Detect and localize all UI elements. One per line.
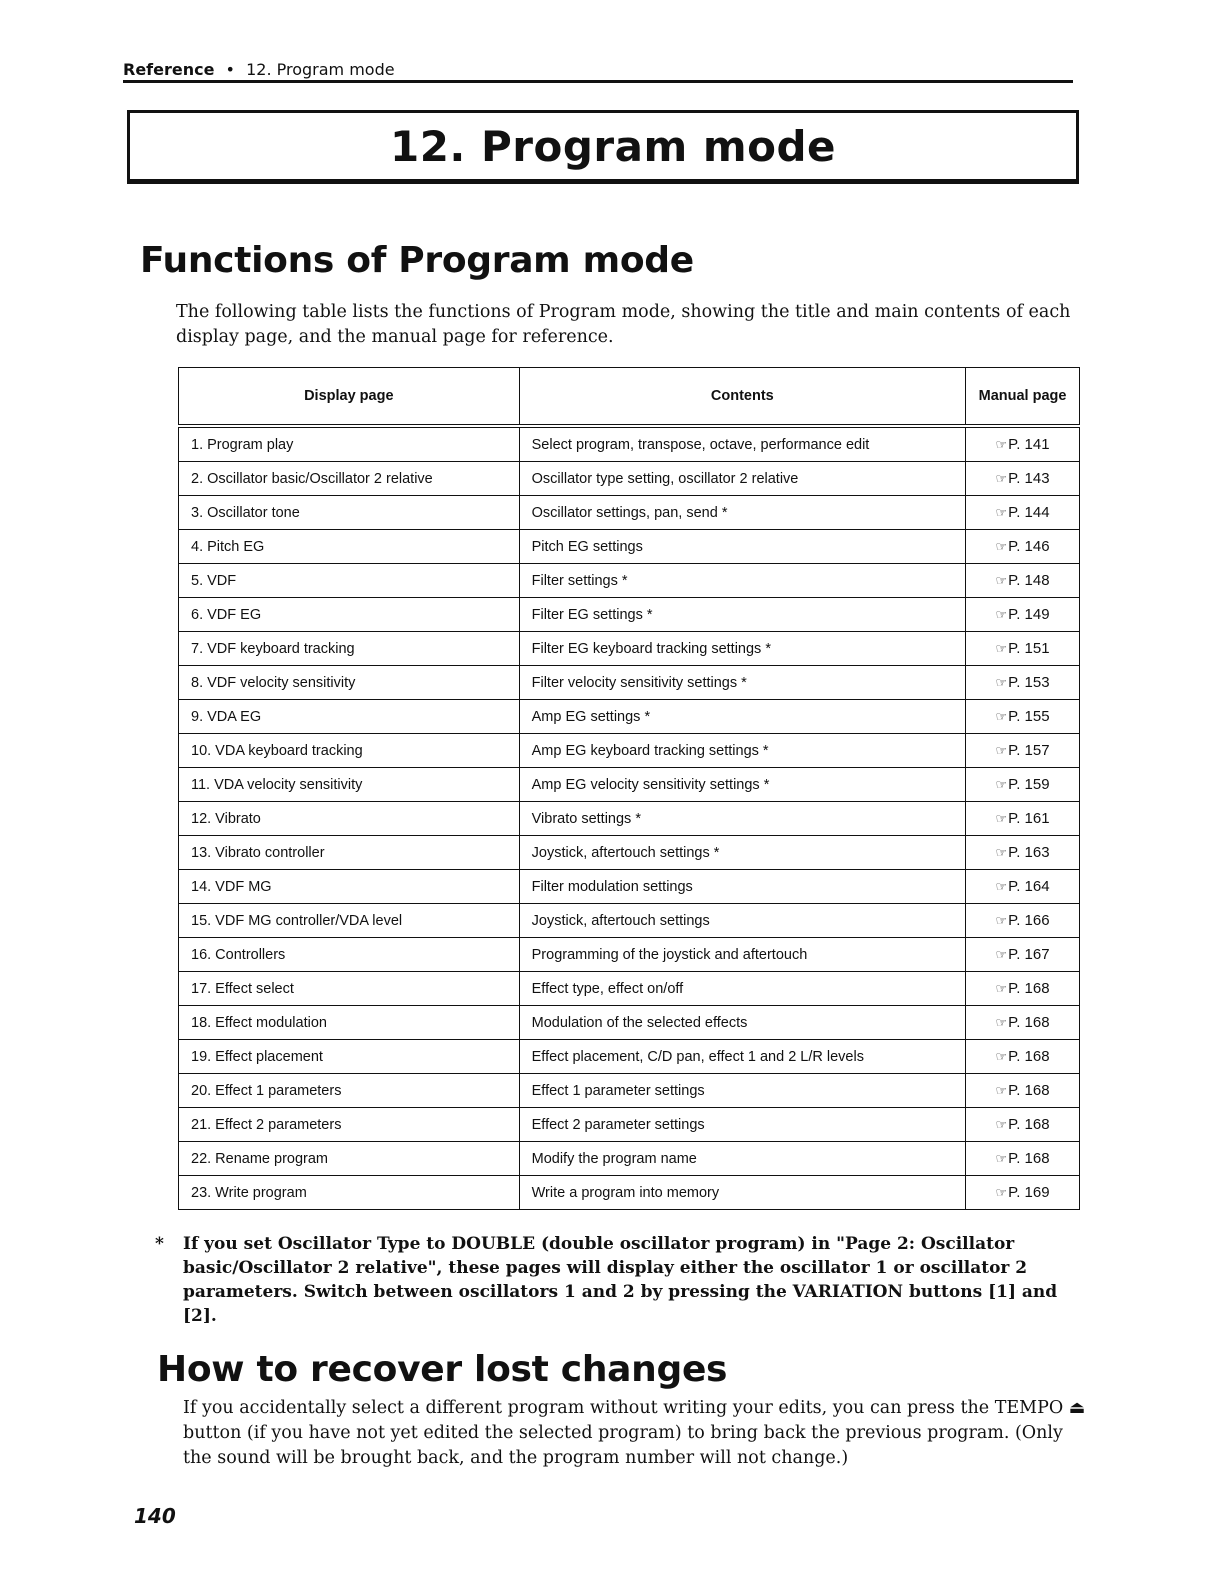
cell-contents: Filter EG settings * <box>519 598 965 632</box>
table-row <box>179 426 1080 462</box>
pointing-hand-icon: ☞ <box>995 709 1008 724</box>
cell-display-page: 22. Rename program <box>179 1142 520 1176</box>
cell-manual-page <box>966 1142 1080 1176</box>
column-header-display-page: Display page <box>179 368 520 427</box>
cell-manual-page <box>966 598 1080 632</box>
cell-manual-page <box>966 1040 1080 1074</box>
cell-contents: Filter velocity sensitivity settings * <box>519 666 965 700</box>
table-row <box>179 1074 1080 1108</box>
section-intro: The following table lists the functions of Program mode, showing the title and main contents of each display page, and the manual page for reference. <box>176 302 1071 347</box>
cell-contents: Filter settings * <box>519 564 965 598</box>
manual-page-ref: P. 166 <box>1008 912 1050 929</box>
table-row <box>179 700 1080 734</box>
cell-display-page: 18. Effect modulation <box>179 1006 520 1040</box>
cell-display-page: 21. Effect 2 parameters <box>179 1108 520 1142</box>
pointing-hand-icon: ☞ <box>995 505 1008 520</box>
manual-page-ref: P. 169 <box>1008 1184 1050 1201</box>
cell-contents: Oscillator type setting, oscillator 2 relative <box>519 462 965 496</box>
cell-contents: Amp EG keyboard tracking settings * <box>519 734 965 768</box>
table-row <box>179 496 1080 530</box>
manual-page-ref: P. 168 <box>1008 1082 1050 1099</box>
cell-manual-page <box>966 802 1080 836</box>
cell-manual-page <box>966 426 1080 462</box>
manual-page-ref: P. 168 <box>1008 1116 1050 1133</box>
cell-manual-page <box>966 904 1080 938</box>
table-row <box>179 530 1080 564</box>
cell-manual-page <box>966 700 1080 734</box>
cell-manual-page <box>966 870 1080 904</box>
manual-page-ref: P. 168 <box>1008 1048 1050 1065</box>
pointing-hand-icon: ☞ <box>995 845 1008 860</box>
table-row <box>179 1006 1080 1040</box>
manual-page-ref: P. 164 <box>1008 878 1050 895</box>
pointing-hand-icon: ☞ <box>995 1083 1008 1098</box>
cell-manual-page <box>966 734 1080 768</box>
cell-display-page: 7. VDF keyboard tracking <box>179 632 520 666</box>
running-header <box>123 60 1073 79</box>
manual-page-ref: P. 157 <box>1008 742 1050 759</box>
cell-manual-page <box>966 836 1080 870</box>
table-header-row <box>179 368 1080 427</box>
cell-contents: Modify the program name <box>519 1142 965 1176</box>
table-row <box>179 462 1080 496</box>
manual-page-ref: P. 159 <box>1008 776 1050 793</box>
cell-display-page: 15. VDF MG controller/VDA level <box>179 904 520 938</box>
cell-contents: Pitch EG settings <box>519 530 965 564</box>
section-heading-recover: How to recover lost changes <box>157 1349 728 1390</box>
cell-display-page: 14. VDF MG <box>179 870 520 904</box>
pointing-hand-icon: ☞ <box>995 743 1008 758</box>
header-chapter: 12. Program mode <box>246 60 395 79</box>
table-row <box>179 734 1080 768</box>
table-row <box>179 836 1080 870</box>
manual-page-ref: P. 167 <box>1008 946 1050 963</box>
cell-contents: Write a program into memory <box>519 1176 965 1210</box>
cell-contents: Effect 1 parameter settings <box>519 1074 965 1108</box>
manual-page-ref: P. 149 <box>1008 606 1050 623</box>
manual-page-ref: P. 144 <box>1008 504 1050 521</box>
manual-page-ref: P. 141 <box>1008 436 1050 453</box>
cell-manual-page <box>966 1176 1080 1210</box>
cell-manual-page <box>966 1108 1080 1142</box>
cell-display-page: 2. Oscillator basic/Oscillator 2 relative <box>179 462 520 496</box>
manual-page-ref: P. 168 <box>1008 1150 1050 1167</box>
chapter-title-box <box>127 110 1079 184</box>
table-row <box>179 904 1080 938</box>
page-number: 140 <box>134 1504 176 1528</box>
section-recover-body: If you accidentally select a different program without writing your edits, you can press the TEMPO ⏏ button (if you have not yet edited the selected program) to bring back the previous program. (Only the sound will be brought back, and the program number will not change.) <box>183 1398 1086 1468</box>
cell-manual-page <box>966 632 1080 666</box>
pointing-hand-icon: ☞ <box>995 1185 1008 1200</box>
cell-manual-page <box>966 972 1080 1006</box>
manual-page-ref: P. 168 <box>1008 980 1050 997</box>
cell-display-page: 12. Vibrato <box>179 802 520 836</box>
header-bullet: • <box>225 60 235 79</box>
manual-page-ref: P. 168 <box>1008 1014 1050 1031</box>
cell-contents: Amp EG settings * <box>519 700 965 734</box>
manual-page-ref: P. 148 <box>1008 572 1050 589</box>
pointing-hand-icon: ☞ <box>995 675 1008 690</box>
cell-display-page: 6. VDF EG <box>179 598 520 632</box>
cell-manual-page <box>966 564 1080 598</box>
manual-page-ref: P. 163 <box>1008 844 1050 861</box>
table-row <box>179 870 1080 904</box>
table-row <box>179 802 1080 836</box>
pointing-hand-icon: ☞ <box>995 607 1008 622</box>
pointing-hand-icon: ☞ <box>995 913 1008 928</box>
table-row <box>179 1142 1080 1176</box>
cell-display-page: 5. VDF <box>179 564 520 598</box>
cell-contents: Effect placement, C/D pan, effect 1 and 2 L/R levels <box>519 1040 965 1074</box>
section-heading-functions: Functions of Program mode <box>140 240 694 281</box>
cell-display-page: 13. Vibrato controller <box>179 836 520 870</box>
cell-manual-page <box>966 938 1080 972</box>
cell-display-page: 9. VDA EG <box>179 700 520 734</box>
manual-page-ref: P. 146 <box>1008 538 1050 555</box>
cell-contents: Joystick, aftertouch settings <box>519 904 965 938</box>
cell-contents: Select program, transpose, octave, performance edit <box>519 426 965 462</box>
pointing-hand-icon: ☞ <box>995 981 1008 996</box>
table-row <box>179 972 1080 1006</box>
cell-display-page: 1. Program play <box>179 426 520 462</box>
cell-contents: Vibrato settings * <box>519 802 965 836</box>
table-row <box>179 666 1080 700</box>
pointing-hand-icon: ☞ <box>995 471 1008 486</box>
cell-manual-page <box>966 496 1080 530</box>
cell-contents: Filter EG keyboard tracking settings * <box>519 632 965 666</box>
pointing-hand-icon: ☞ <box>995 947 1008 962</box>
manual-page-ref: P. 143 <box>1008 470 1050 487</box>
pointing-hand-icon: ☞ <box>995 1117 1008 1132</box>
pointing-hand-icon: ☞ <box>995 1151 1008 1166</box>
cell-manual-page <box>966 530 1080 564</box>
cell-display-page: 3. Oscillator tone <box>179 496 520 530</box>
cell-display-page: 19. Effect placement <box>179 1040 520 1074</box>
chapter-title: 12. Program mode <box>389 121 837 171</box>
cell-contents: Filter modulation settings <box>519 870 965 904</box>
cell-display-page: 17. Effect select <box>179 972 520 1006</box>
table-row <box>179 1040 1080 1074</box>
cell-display-page: 16. Controllers <box>179 938 520 972</box>
pointing-hand-icon: ☞ <box>995 437 1008 452</box>
cell-display-page: 11. VDA velocity sensitivity <box>179 768 520 802</box>
table-row <box>179 938 1080 972</box>
cell-manual-page <box>966 666 1080 700</box>
column-header-manual-page: Manual page <box>966 368 1080 427</box>
manual-page-ref: P. 161 <box>1008 810 1050 827</box>
table-row <box>179 564 1080 598</box>
table-row <box>179 598 1080 632</box>
cell-contents: Effect 2 parameter settings <box>519 1108 965 1142</box>
footnote <box>155 1232 1085 1328</box>
cell-display-page: 23. Write program <box>179 1176 520 1210</box>
manual-page-ref: P. 155 <box>1008 708 1050 725</box>
manual-page-ref: P. 153 <box>1008 674 1050 691</box>
cell-manual-page <box>966 768 1080 802</box>
footnote-mark: * <box>155 1234 164 1254</box>
column-header-contents: Contents <box>519 368 965 427</box>
cell-contents: Amp EG velocity sensitivity settings * <box>519 768 965 802</box>
header-rule <box>123 80 1073 83</box>
cell-manual-page <box>966 462 1080 496</box>
table-row <box>179 1176 1080 1210</box>
table-body <box>179 426 1080 1210</box>
pointing-hand-icon: ☞ <box>995 879 1008 894</box>
cell-contents: Programming of the joystick and aftertouch <box>519 938 965 972</box>
table-row <box>179 1108 1080 1142</box>
pointing-hand-icon: ☞ <box>995 573 1008 588</box>
pointing-hand-icon: ☞ <box>995 641 1008 656</box>
cell-display-page: 20. Effect 1 parameters <box>179 1074 520 1108</box>
footnote-text: If you set Oscillator Type to DOUBLE (double oscillator program) in "Page 2: Oscillator basic/Oscillator 2 relative", these pages will display either the oscillator 1 or oscillator 2 parameters. Switch between oscillators 1 and 2 by pressing the VARIATION buttons [1] and [2]. <box>183 1234 1058 1326</box>
header-section: Reference <box>123 60 215 79</box>
cell-display-page: 10. VDA keyboard tracking <box>179 734 520 768</box>
table-row <box>179 768 1080 802</box>
pointing-hand-icon: ☞ <box>995 539 1008 554</box>
cell-manual-page <box>966 1074 1080 1108</box>
cell-contents: Modulation of the selected effects <box>519 1006 965 1040</box>
cell-display-page: 4. Pitch EG <box>179 530 520 564</box>
cell-display-page: 8. VDF velocity sensitivity <box>179 666 520 700</box>
functions-table <box>178 367 1080 1210</box>
cell-contents: Oscillator settings, pan, send * <box>519 496 965 530</box>
manual-page-ref: P. 151 <box>1008 640 1050 657</box>
table-row <box>179 632 1080 666</box>
cell-contents: Joystick, aftertouch settings * <box>519 836 965 870</box>
pointing-hand-icon: ☞ <box>995 1049 1008 1064</box>
pointing-hand-icon: ☞ <box>995 777 1008 792</box>
pointing-hand-icon: ☞ <box>995 1015 1008 1030</box>
pointing-hand-icon: ☞ <box>995 811 1008 826</box>
cell-contents: Effect type, effect on/off <box>519 972 965 1006</box>
cell-manual-page <box>966 1006 1080 1040</box>
